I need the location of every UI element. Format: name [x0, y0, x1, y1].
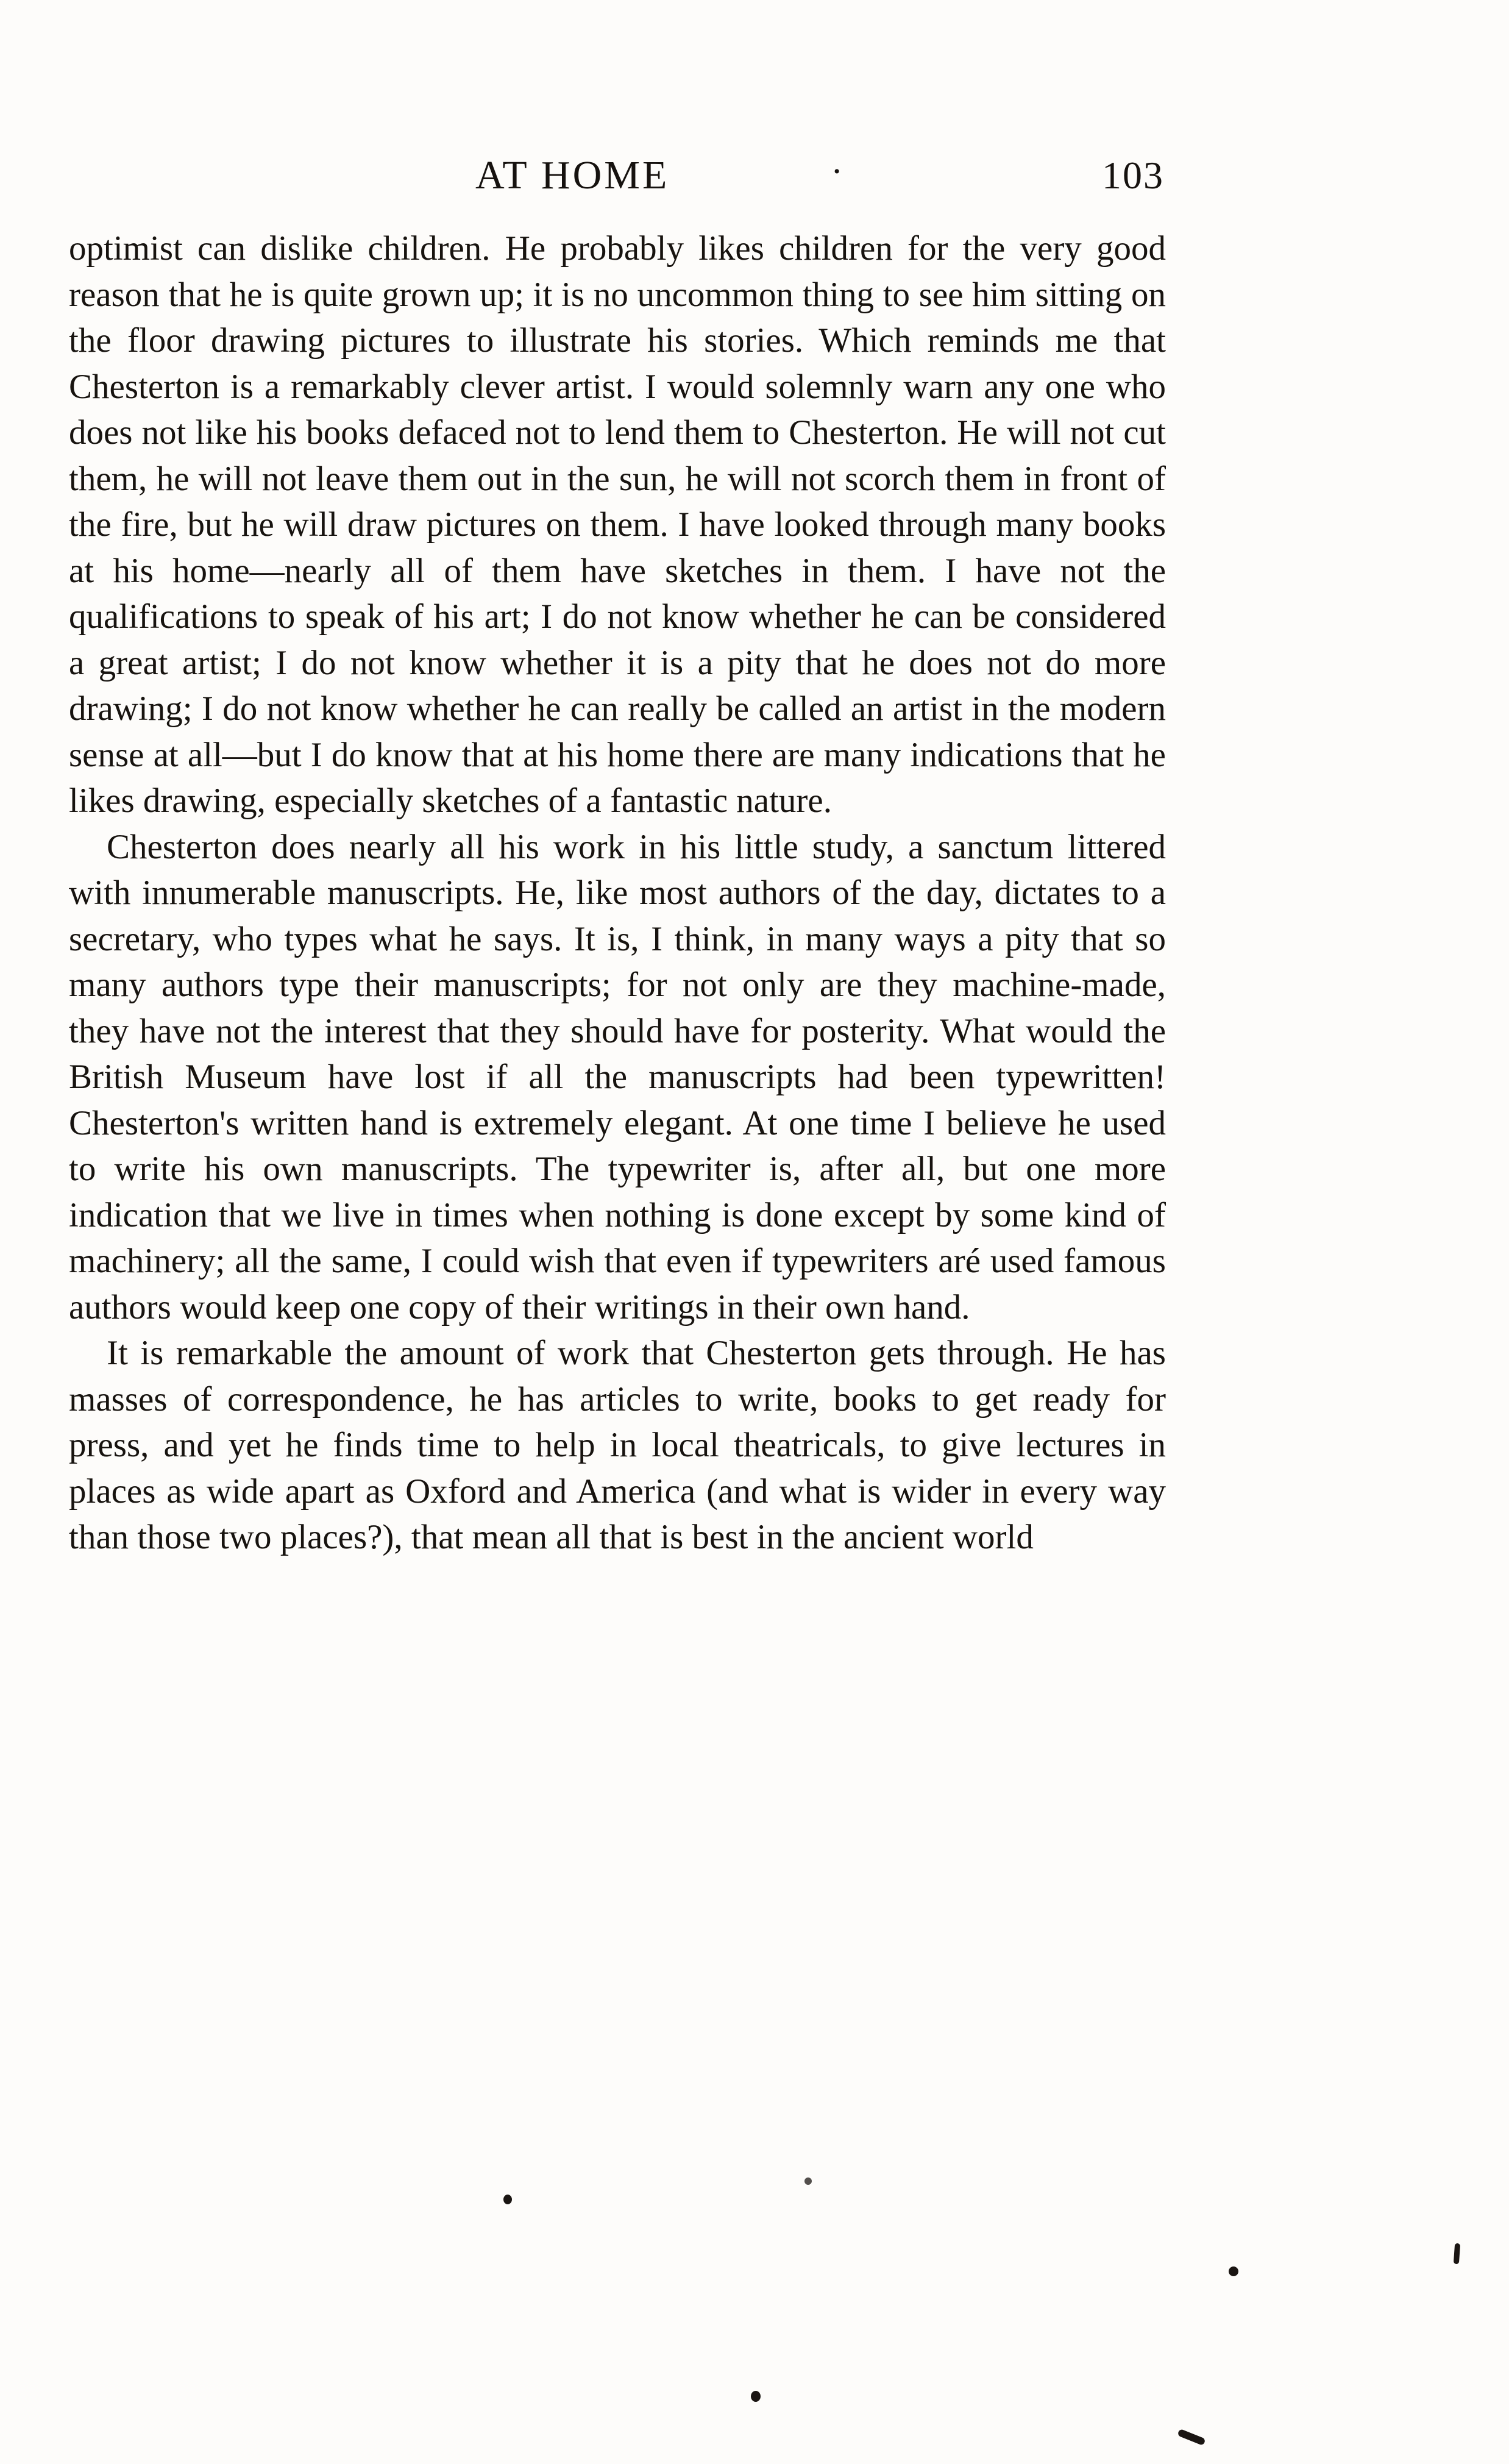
ink-speck [804, 2177, 812, 2185]
paragraph: Chesterton does nearly all his work in his little study, a sanctum littered with innumerable manuscripts. He, like most authors of the day, dictates to a secretary, who types what he says. It is, I think, in many ways a pity that so many authors type their manuscripts; for not only are they machine-made, they have not the interest that they should have for posterity. What would the British Museum have lost if all the manuscripts had been typewritten! Chesterton's written hand is extremely elegant. At one time I believe he used to write his own manuscripts. The typewriter is, after all, but one more indication that we live in times when nothing is done except by some kind of machinery; all the same, I could wish that even if typewriters aré used famous authors would keep one copy of their writings in their own hand. [69, 827, 1166, 1326]
paragraph: It is remarkable the amount of work that Chesterton gets through. He has masses of correspondence, he has articles to write, books to get ready for press, and yet he finds time to help in local theatricals, to give lectures in places as wide apart as Oxford and America (and what is wider in every way than those two places?), that mean all that is best in the ancient world [69, 1334, 1166, 1556]
ink-speck [503, 2195, 512, 2204]
paragraph: optimist can dislike children. He probably likes children for the very good reason that he is quite grown up; it is no uncommon thing to see him sitting on the floor drawing pictures to illustrate his stories. Which reminds me that Chesterton is a remarkably clever artist. I would solemnly warn any one who does not like his books defaced not to lend them to Chesterton. He will not cut them, he will not leave them out in the sun, he will not scorch them in front of the fire, but he will draw pictures on them. I have looked through many books at his home—nearly all of them have sketches in them. I have not the qualifications to speak of his art; I do not know whether he can be considered a great artist; I do not know whether it is a pity that he does not do more drawing; I do not know whether he can really be called an artist in the modern sense at all—but I do know that at his home there are many indications that he likes drawing, especially sketches of a fantastic nature. [69, 229, 1166, 820]
ink-mark [1177, 2429, 1205, 2446]
ink-speck [1229, 2266, 1238, 2276]
ink-speck [751, 2391, 761, 2402]
page-header: AT HOME · 103 [475, 151, 1164, 198]
running-title: AT HOME [475, 153, 670, 198]
page-body [69, 226, 1166, 1561]
ink-mark [1454, 2243, 1460, 2265]
page-number: 103 [1102, 154, 1164, 197]
